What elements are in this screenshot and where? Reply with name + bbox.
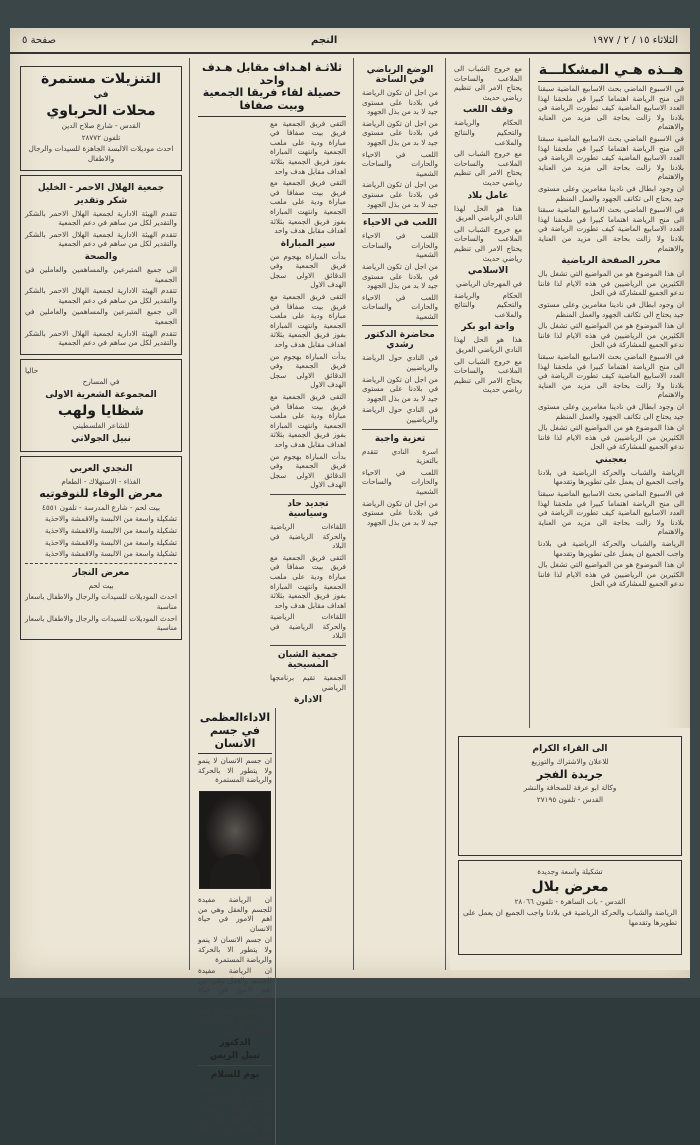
ad-title: معرض بلال	[531, 878, 609, 895]
column-rule	[353, 58, 354, 970]
masthead-paper-name: النجم	[311, 34, 338, 46]
article-paragraph: اللعب في الاحياء والحارات والساحات الشعبية	[362, 149, 438, 178]
article-paragraph: التقى فريق الجمعية مع فريق بيت صفافا في مباراة ودية على ملعب الجمعية وانتهت المباراة بفوز فريق الجمعية بثلاثة اهداف مقابل هدف واحد	[270, 178, 346, 236]
ad-line: حاليا	[25, 365, 39, 375]
column-rule	[189, 58, 190, 970]
ad-body: تشكيلة واسعة من الالبسة والاقمشة والاحذية	[44, 537, 177, 547]
ad-poetry-book	[20, 359, 182, 452]
ad-body: احدث الموديلات للسيدات والرجال والاطفال باسعار مناسبة	[25, 592, 177, 611]
article-paragraph: الحكام والرياضة والتحكيم والنتائج والملاعب	[454, 290, 522, 319]
article-paragraph: في النادي حول الرياضة والرياضيين	[362, 353, 438, 373]
ad-body: تتقدم الهيئة الادارية لجمعية الهلال الاحمر بالشكر والتقدير لكل من ساهم في دعم الجمعية	[25, 208, 177, 228]
ad-title: معرض الوفاء للنوفوتيه	[39, 487, 163, 501]
article-paragraph: مع خروج الشباب الى الملاعب والساحات يحتاج الامر الى تنظيم رياضي حديث	[454, 149, 522, 187]
article-paragraph: ان هذا الموضوع هو من المواضيع التي تشغل بال الكثيرين من الرياضيين في هذه الايام لذا فاننا ندعو الجميع للمشاركة في الحل	[538, 269, 684, 298]
ad-title: شظايا ولهب	[57, 402, 145, 419]
article-paragraph: من اجل ان تكون الرياضة في بلادنا على مستوى جيد لا بد من بذل الجهود	[362, 180, 438, 209]
article-paragraph: التقى فريق الجمعية مع فريق بيت صفافا في مباراة ودية على ملعب الجمعية وانتهت المباراة بفوز فريق الجمعية بثلاثة اهداف مقابل هدف واحد	[270, 392, 346, 449]
ad-readers	[458, 736, 682, 856]
author-portrait-photo	[199, 791, 271, 889]
ad-line: وكالة ابو عرفة للصحافة والنشر	[523, 783, 617, 793]
article-paragraph: ان جسم الانسان لا ينمو ولا يتطور الا بالحركة والرياضة المستمرة	[198, 756, 272, 785]
ad-line: الغذاء - الاستهلاك - الطعام	[61, 476, 141, 486]
column-match-story	[192, 58, 352, 1143]
subheading: بعجبني	[595, 454, 627, 465]
article-paragraph: ان الرياضة مفيدة للجسم والعقل وهي من اهم الامور في حياة الانسان	[198, 894, 272, 933]
ad-line: بيت لحم	[88, 580, 114, 590]
article-paragraph: اللقاءات الرياضية والحركة الرياضية في البلاد	[270, 521, 346, 551]
article-paragraph: اسرة النادي تتقدم بالتعزية	[362, 446, 438, 466]
article-paragraph: من اجل ان تكون الرياضة في بلادنا على مستوى جيد لا بد من بذل الجهود	[362, 374, 438, 403]
ad-body: الى جميع المتبرعين والمساهمين والعاملين في الجمعية	[25, 264, 177, 284]
match-story-text	[270, 117, 346, 709]
article-paragraph: من اجل ان تكون الرياضة في بلادنا على مستوى جيد لا بد من بذل الجهود	[362, 118, 438, 147]
ad-line: للشاعر الفلسطيني	[72, 420, 130, 430]
ad-phone: القدس - تلفون ٢٧١٩٥	[536, 794, 604, 804]
article-paragraph: من اجل السلام والصداقة بين الشعوب	[198, 1083, 272, 1102]
article-paragraph: التقى فريق الجمعية مع فريق بيت صفافا في مباراة ودية على ملعب الجمعية وانتهت المباراة بفوز فريق الجمعية بثلاثة اهداف مقابل هدف واحد	[270, 118, 346, 176]
column-sports-briefs	[356, 58, 444, 970]
ad-harbawi	[20, 66, 182, 171]
divider	[362, 213, 438, 214]
author-name: نبيل الريس	[209, 1051, 261, 1062]
headline-match-result: حصيلة لقاء فريقا الجمعية وبيت صفافا	[198, 87, 346, 116]
article-paragraph: بدأت المباراة بهجوم من فريق الجمعية وفي الدقائق الاولى سجل الهدف الاول	[270, 351, 346, 390]
masthead-date: الثلاثاء ١٥ / ٢ / ١٩٧٧	[592, 34, 678, 46]
column-advertisements	[12, 58, 188, 970]
divider	[362, 325, 438, 326]
article-paragraph: ان الرياضة مفيدة للجسم والعقل وهي من اهم الامور في حياة الانسان	[198, 966, 272, 1004]
article-paragraph: ان وجود ابطال في نادينا مغامرين وعلى مستوى جيد يحتاج الى تكاتف الجهود والعمل المنظم	[538, 299, 684, 319]
masthead	[10, 28, 690, 54]
article-paragraph: اللعب في الاحياء والحارات والساحات الشعبية	[362, 292, 438, 321]
article-paragraph: اللعب في الاحياء والحارات والساحات الشعبية	[362, 231, 438, 260]
article-paragraph: مع خروج الشباب الى الملاعب والساحات يحتاج الامر الى تنظيم رياضي حديث	[454, 64, 522, 102]
subheading: واحة ابو بكر	[461, 322, 515, 333]
ad-line: القدس - باب الساهرة - تلفون ٢٨٠٦٦	[514, 896, 626, 906]
ad-subtitle: والصحة	[84, 251, 118, 262]
ad-bilal	[458, 860, 682, 955]
ad-line: تشكيلة واسعة وجديدة	[537, 867, 603, 876]
ad-phone: تلفون ٢٨٧٧٢	[81, 132, 121, 142]
ad-body: تتقدم الهيئة الادارية لجمعية الهلال الاحمر بالشكر والتقدير لكل من ساهم في دعم الجمعية	[25, 229, 177, 249]
article-paragraph: في النادي حول الرياضة والرياضيين	[362, 405, 438, 425]
article-paragraph: من اجل ان تكون الرياضة في بلادنا على مستوى جيد لا بد من بذل الجهود	[362, 88, 438, 117]
article-paragraph: مع خروج الشباب الى الملاعب والساحات يحتاج الامر الى تنظيم رياضي حديث	[454, 356, 522, 395]
subheading: تعزية واجبة	[374, 433, 426, 444]
ad-red-crescent	[20, 175, 182, 355]
article-paragraph: هذا هو الحل لهذا النادي الرياضي العريق	[454, 203, 522, 223]
article-paragraph: في الاسبوع الماضي بحث الاسابيع الماضية سبقنا الى منح الرياضة اهتماما كبيرا في ملحقنا لهذا العدد الاسابيع الماضية كيف تطورت الرياضة في بلادنا ولا زالت بحاجة الى مزيد من العناية والاهتمام	[538, 134, 684, 182]
article-paragraph: من اجل ان تكون الرياضة في بلادنا على مستوى جيد لا بد من بذل الجهود	[362, 498, 438, 527]
article-paragraph: بدأت المباراة بهجوم من فريق الجمعية وفي الدقائق الاولى سجل الهدف الاول	[270, 451, 346, 490]
article-paragraph: في المهرجان الرياضي	[456, 279, 522, 289]
author-label: الدكتور	[219, 1038, 251, 1049]
article-paragraph: الجمعية تقيم برنامجها الرياضي	[270, 673, 346, 692]
article-paragraph: ان هذا الموضوع هو من المواضيع التي تشغل بال الكثيرين من الرياضيين في هذه الايام لذا فاننا ندعو الجميع للمشاركة في الحل	[538, 423, 684, 452]
ad-line: المجموعة الشعرية الاولى	[45, 389, 157, 400]
subheading: محاضرة الدكتور رشدي	[365, 330, 435, 351]
subheading: سير المباراة	[280, 238, 336, 249]
headline-three-goals: ثلاثـة اهـداف مقابل هـدف واحد	[202, 61, 342, 87]
ad-body: تتقدم الهيئة الادارية لجمعية الهلال الاحمر بالشكر والتقدير لكل من ساهم في دعم الجمعية	[25, 286, 177, 305]
ads-bottom-right	[450, 728, 690, 970]
ad-line: للاعلان والاشتراك والتوزيع	[531, 757, 609, 766]
ad-subtitle: شكر وتقدير	[74, 195, 128, 206]
ad-body: الى جميع المتبرعين والمساهمين والعاملين في الجمعية	[25, 307, 177, 326]
ad-author: نبيل الجولاني	[71, 433, 131, 444]
article-paragraph: في الاسبوع الماضي بحث الاسابيع الماضية سبقنا الى منح الرياضة اهتماما كبيرا في ملحقنا لهذا العدد الاسابيع الماضية كيف تطورت الرياضة في بلادنا ولا زالت بحاجة الى مزيد من العناية والاهتمام	[538, 351, 684, 400]
article-signature: الادارة	[294, 695, 322, 706]
masthead-page-number: صفحة ٥	[22, 34, 56, 46]
subheading: تجديد حاد وسياسية	[287, 498, 329, 519]
ad-body: احدث الموديلات للسيدات والرجال والاطفال باسعار مناسبة	[25, 613, 177, 633]
divider	[362, 429, 438, 430]
article-paragraph: التقى فريق الجمعية مع فريق بيت صفافا في مباراة ودية على ملعب الجمعية وانتهت المباراة بفوز فريق الجمعية بثلاثة اهداف مقابل هدف واحد	[270, 292, 346, 350]
article-paragraph: في الاسبوع الماضي بحث الاسابيع الماضية سبقنا الى منح الرياضة اهتماما كبيرا في ملحقنا لهذا العدد الاسابيع الماضية كيف تطورت الرياضة في بلادنا ولا زالت بحاجة الى مزيد من العناية والاهتمام	[538, 489, 684, 537]
article-paragraph: الرياضة والشباب والحركة الرياضية في بلادنا واجب الجميع ان يعمل على تطويرها وتقدمها	[538, 467, 684, 487]
article-paragraph: التقى فريق الجمعية مع فريق بيت صفافا في مباراة ودية على ملعب الجمعية وانتهت المباراة بفوز فريق الجمعية بثلاثة اهداف مقابل هدف واحد	[270, 552, 346, 610]
divider	[270, 645, 346, 646]
article-paragraph: ان وجود ابطال في نادينا مغامرين وعلى مستوى جيد يحتاج الى تكاتف الجهود والعمل المنظم	[538, 184, 684, 203]
ad-title: التنزيلات مستمرة	[40, 71, 161, 87]
ad-title: جمعية الهلال الاحمر - الخليل	[37, 182, 165, 193]
headline-human-body: في جسم الانسان	[198, 725, 272, 754]
article-paragraph: مع خروج الشباب الى الملاعب والساحات يحتاج الامر الى تنظيم رياضي حديث	[454, 224, 522, 263]
ad-address: بيت لحم - شارع المدرسة - تلفون ٤٥٥١	[42, 502, 160, 512]
article-paragraph: بدأت المباراة بهجوم من فريق الجمعية وفي الدقائق الاولى سجل الهدف الاول	[270, 251, 346, 290]
ad-body: احدث موديلات الالبسة الجاهزة للسيدات والرجال والاطفال	[28, 144, 174, 163]
article-paragraph: ان جسم الانسان لا ينمو ولا يتطور الا بالحركة والرياضة المستمرة	[198, 935, 272, 964]
article-paragraph: ان الرياضة مفيدة للجسم والعقل وهي من اهم الامور في حياة الانسان	[198, 1104, 272, 1143]
column-rule	[445, 58, 446, 970]
ad-line: جريدة الفجر	[536, 767, 604, 781]
headline-greatest-performance: الاداءالعظمى	[199, 711, 271, 725]
article-paragraph: الرياضة والشباب والحركة الرياضية في بلادنا واجب الجميع ان يعمل على تطويرها وتقدمها	[538, 539, 684, 558]
ad-body: الرياضة والشباب والحركة الرياضية في بلادنا واجب الجميع ان يعمل على تطويرها وتقدمها	[463, 908, 677, 927]
article-paragraph: من اجل ان تكون الرياضة في بلادنا على مستوى جيد لا بد من بذل الجهود	[362, 261, 438, 291]
article-paragraph: اللقاءات الرياضية والحركة الرياضية في البلاد	[270, 612, 346, 641]
subheading: الاسلامي	[467, 266, 509, 277]
ad-title: معرض النجار	[72, 567, 130, 578]
article-paragraph: ان جسم الانسان لا ينمو ولا يتطور الا بالحركة والرياضة المستمرة	[198, 1006, 272, 1035]
column-human-body	[198, 708, 276, 1145]
article-paragraph: في الاسبوع الماضي بحث الاسابيع الماضية سبقنا الى منح الرياضة اهتماما كبيرا في ملحقنا لهذا العدد الاسابيع الماضية كيف تطورت الرياضة في بلادنا ولا زالت بحاجة الى مزيد من العناية والاهتمام	[538, 84, 684, 132]
subheading: جمعية الشبان المسيحية	[277, 650, 339, 671]
ad-line: في	[93, 90, 109, 101]
divider	[25, 563, 177, 564]
ad-address: القدس - شارع صلاح الدين	[61, 121, 141, 131]
ad-body: تشكيلة واسعة من الالبسة والاقمشة والاحذية	[44, 549, 177, 559]
article-paragraph: ان وجود ابطال في نادينا مغامرين وعلى مستوى جيد يحتاج الى تكاتف الجهود والعمل المنظم	[538, 401, 684, 421]
ad-body: تشكيلة واسعة من الالبسة والاقمشة والاحذية	[44, 514, 177, 524]
ad-wafa-novelties	[20, 456, 182, 640]
subheading: الوضع الرياضي في الساحة	[366, 65, 434, 85]
ad-body: تتقدم الهيئة الادارية لجمعية الهلال الاحمر بالشكر والتقدير لكل من ساهم في دعم الجمعية	[25, 328, 177, 348]
article-paragraph: اللعب في الاحياء والحارات والساحات الشعبية	[362, 467, 438, 496]
newspaper-page	[10, 28, 690, 1143]
ad-line: في المسارح	[82, 377, 120, 387]
subheading: عامل بلاد	[467, 190, 509, 201]
headline-problem: هــذه هـي المشكلـــة	[538, 62, 684, 82]
ad-title: الى القراء الكرام	[532, 744, 608, 754]
subheading: اللعب في الاحياء	[363, 218, 437, 229]
ad-body: تشكيلة واسعة من الالبسة والاقمشة والاحذية	[44, 525, 177, 535]
ad-line: النجدي العربي	[69, 463, 133, 474]
article-paragraph: ان هذا الموضوع هو من المواضيع التي تشغل بال الكثيرين من الرياضيين في هذه الايام لذا فاننا ندعو الجميع للمشاركة في الحل	[538, 321, 684, 350]
ad-shop-name: محلات الحرباوي	[46, 103, 156, 120]
article-paragraph: هذا هو الحل لهذا النادي الرياضي العريق	[454, 335, 522, 355]
divider	[198, 1065, 272, 1066]
subheading: يوم للسلام	[210, 1070, 260, 1081]
article-paragraph: ان هذا الموضوع هو من المواضيع التي تشغل بال الكثيرين من الرياضيين في هذه الايام لذا فاننا ندعو الجميع للمشاركة في الحل	[538, 560, 684, 589]
divider	[270, 494, 346, 495]
article-paragraph: في الاسبوع الماضي بحث الاسابيع الماضية سبقنا الى منح الرياضة اهتماما كبيرا في ملحقنا لهذا العدد الاسابيع الماضية كيف تطورت الرياضة في بلادنا ولا زالت بحاجة الى مزيد من العناية والاهتمام	[538, 205, 684, 253]
article-signature: محرر الصفحة الرياضية	[561, 256, 661, 267]
article-paragraph: الحكام والرياضة والتحكيم والنتائج والملاعب	[454, 118, 522, 147]
subheading: وقف اللعب	[462, 105, 514, 116]
